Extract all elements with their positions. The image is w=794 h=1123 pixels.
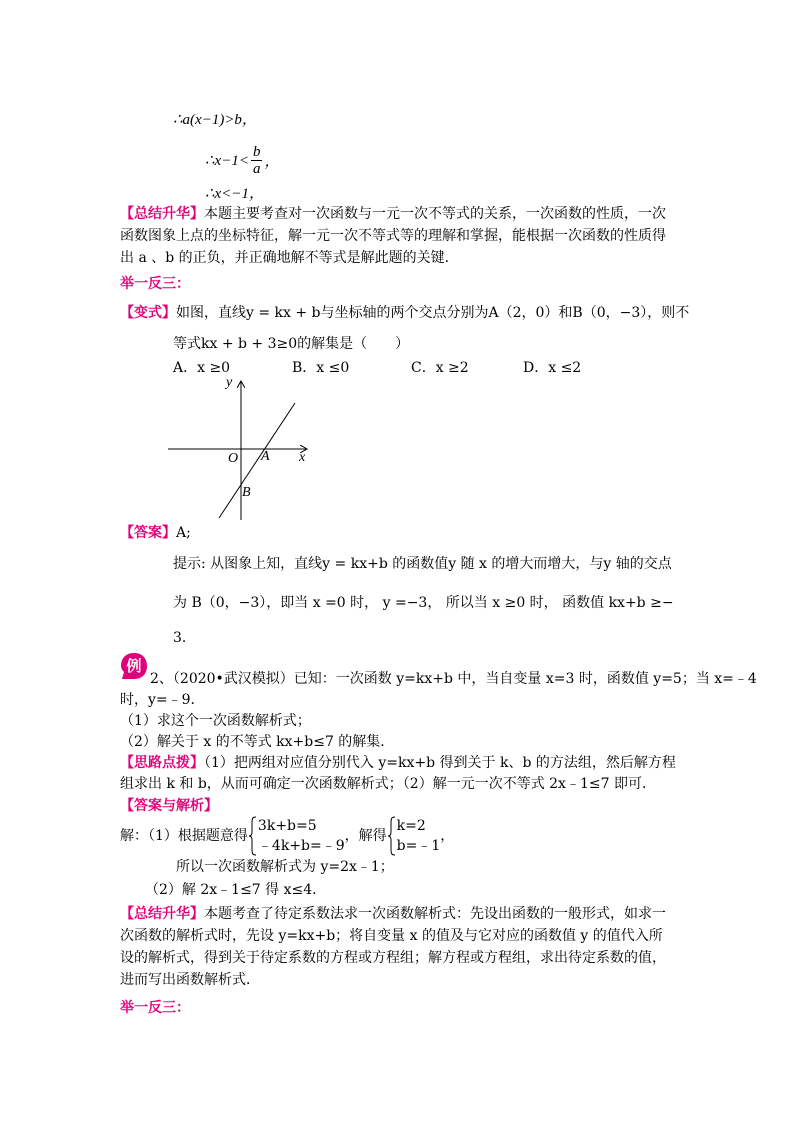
answer-1 — [120, 523, 191, 544]
question-2: （2）解关于 x 的不等式 kx+b≤7 的解集． — [120, 734, 395, 750]
point-a-label: A — [261, 449, 270, 464]
origin-label: O — [228, 451, 239, 466]
summary-2-text: 本题考查了待定系数法求一次函数解析式：先设出函数的一般形式，如求一次函数的解析式时，先设 y=kx+b；将自变量 x 的值及与它对应的函数值 y 的值代入所设的解析式，得到关于待定系数的方程或方程组；解方程或方程组，求出待定系数的值，进而写出函数解析式． — [120, 906, 666, 988]
line-graph — [160, 372, 320, 522]
system-2-eq-1: k=2 — [396, 818, 426, 834]
solution-line-1 — [120, 814, 454, 858]
equation-system-2 — [387, 816, 441, 856]
hint-tag: 【思路点拨】 — [120, 755, 204, 771]
summary-2-tag: 【总结升华】 — [120, 906, 204, 922]
solution-line-3: （2）解 2x﹣1≤7 得 x≤4． — [145, 882, 327, 898]
variant-text-1: 如图，直线y = kx + b与坐标轴的两个交点分别为A（2，0）和B（0，−3），则不 — [176, 305, 690, 321]
example-line-2: 时，y=﹣9． — [120, 692, 205, 708]
step-line-2-pre: ∴x−1< — [205, 152, 249, 169]
variant-line-1 — [120, 303, 689, 324]
left-brace-icon — [387, 816, 397, 856]
fraction-b-over-a — [251, 144, 263, 177]
question-1: （1）求这个一次函数解析式； — [120, 713, 311, 729]
answer-2-tag: 【答案与解析】 — [120, 798, 218, 814]
step-line-2-post: ， — [264, 153, 280, 170]
fraction-numerator: b — [252, 143, 261, 160]
example-line-1: 2、（2020•武汉模拟）已知：一次函数 y=kx+b 中，当自变量 x=3 时，函数值 y=5；当 x=﹣4 — [150, 671, 757, 687]
y-axis-label: y — [226, 375, 233, 390]
fraction-denominator: a — [252, 160, 261, 177]
answer-1-tag: 【答案】 — [120, 525, 176, 541]
summary-1 — [120, 203, 676, 269]
solution-line-2: 所以一次函数解析式为 y=2x﹣1； — [176, 859, 394, 875]
step-line-1: ∴a(x−1)>b， — [173, 112, 257, 128]
system-2-eq-2: b=﹣1 — [396, 838, 441, 854]
hint-paragraph — [120, 753, 676, 795]
answer-1-value: A; — [176, 525, 191, 541]
example-badge-icon — [120, 652, 148, 680]
summary-1-text: 本题主要考查对一次函数与一元一次不等式的关系，一次函数的性质，一次函数图象上点的坐标特征，解一元一次不等式等的理解和掌握，能根据一次函数的性质得出 a 、b 的正负，并正确地解不等式是解此题的关键． — [120, 206, 666, 266]
hint-line-1: 提示: 从图象上知，直线y = kx+b 的函数值y 随 x 的增大而增大，与y 轴的交点 — [173, 556, 672, 572]
juyi-heading-1: 举一反三： — [120, 276, 190, 292]
summary-1-tag: 【总结升华】 — [120, 206, 204, 222]
hint-line-3: 3． — [173, 630, 196, 646]
solution-mid: ，解得 — [344, 827, 387, 844]
point-b-label: B — [242, 485, 251, 500]
x-axis-label: x — [299, 450, 306, 465]
juyi-heading-2: 举一反三： — [120, 1000, 190, 1016]
variant-line-2: 等式kx + b + 3≥0的解集是（ ） — [173, 336, 410, 352]
summary-2 — [120, 903, 676, 991]
hint-text: （1）把两组对应值分别代入 y=kx+b 得到关于 k、b 的方法组，然后解方程组求出 k 和 b，从而可确定一次函数解析式；（2）解一元一次不等式 2x﹣1≤7 即可． — [120, 755, 676, 792]
solution-post: ， — [440, 827, 455, 844]
variant-tag: 【变式】 — [120, 305, 176, 321]
step-line-2 — [205, 140, 279, 180]
step-line-3: ∴x<−1， — [205, 186, 264, 202]
option-b: B．x ≤0 — [292, 360, 350, 376]
example-badge-label: 例 — [126, 657, 142, 675]
system-1-eq-1: 3k+b=5 — [257, 818, 317, 834]
option-c: C．x ≥2 — [411, 360, 469, 376]
left-brace-icon — [248, 816, 258, 856]
system-1-eq-2: ﹣4k+b=﹣9 — [257, 838, 345, 854]
hint-line-2: 为 B（0，−3），即当 x =0 时， y =−3， 所以当 x ≥0 时， 函数值 kx+b ≥− — [173, 595, 674, 611]
option-d: D．x ≤2 — [523, 360, 582, 376]
solution-pre: 解：（1）根据题意得 — [120, 827, 248, 844]
equation-system-1 — [248, 816, 345, 856]
option-a: A．x ≥0 — [173, 360, 231, 376]
